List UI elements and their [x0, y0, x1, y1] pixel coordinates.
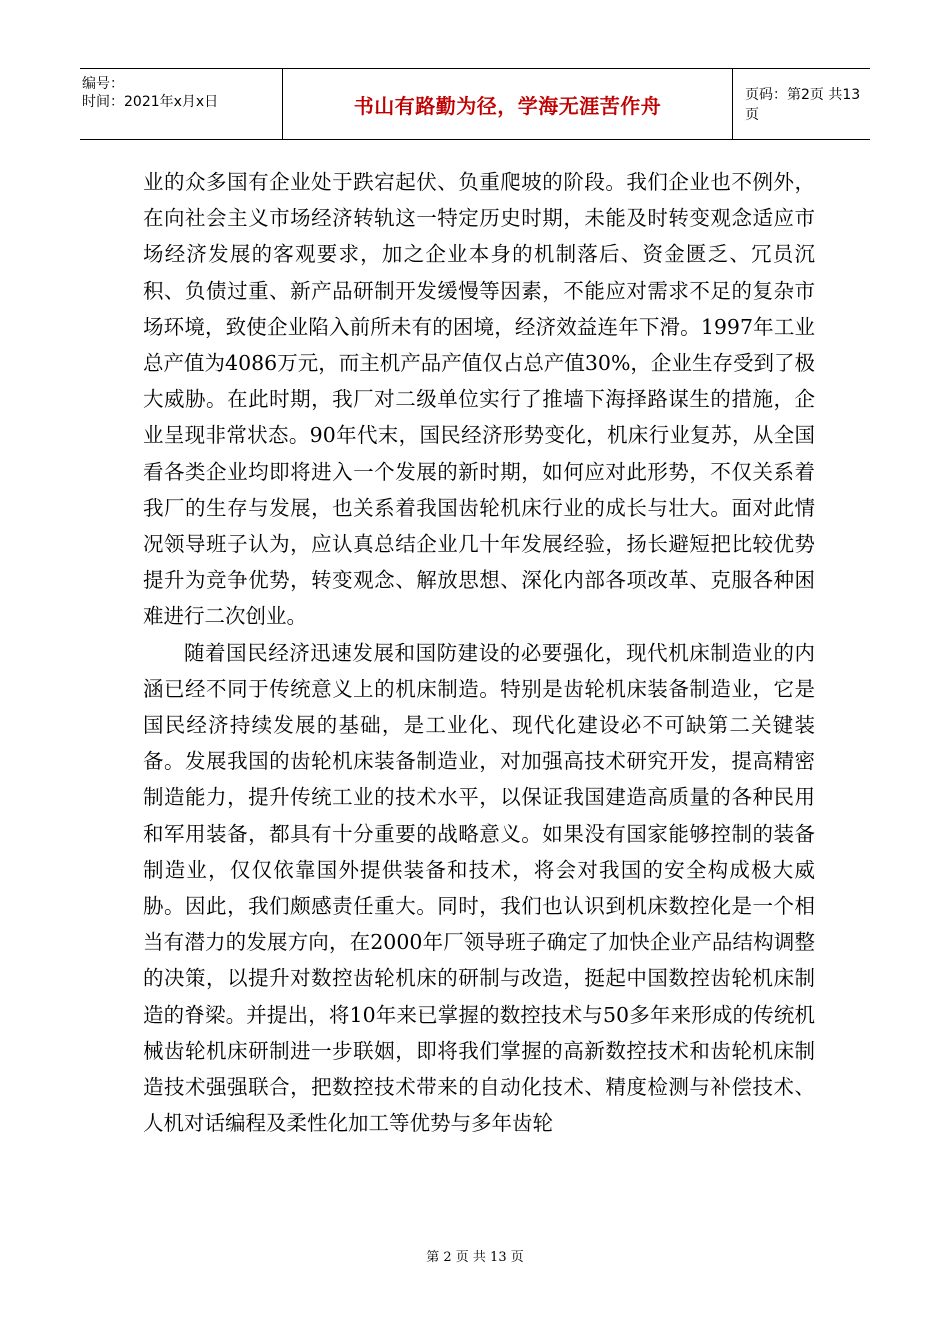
paragraph: 随着国民经济迅速发展和国防建设的必要强化，现代机床制造业的内涵已经不同于传统意义上的机床制造。特别是齿轮机床装备制造业，它是国民经济持续发展的基础，是工业化、现代化建设必不可缺第二关键装备。发展我国的齿轮机床装备制造业，对加强高技术研究开发，提高精密制造能力，提升传统工业的技术水平，以保证我国建造高质量的各种民用和军用装备，都具有十分重要的战略意义。如果没有国家能够控制的装备制造业，仅仅依靠国外提供装备和技术，将会对我国的安全构成极大威胁。因此，我们颇感责任重大。同时，我们也认识到机床数控化是一个相当有潜力的发展方向，在2000年厂领导班子确定了加快企业产品结构调整的决策，以提升对数控齿轮机床的研制与改造，挺起中国数控齿轮机床制造的脊梁。并提出，将10年来已掌握的数控技术与50多年来形成的传统机械齿轮机床研制进一步联姻，即将我们掌握的高新数控技术和齿轮机床制造技术强强联合，把数控技术带来的自动化技术、精度检测与补偿技术、人机对话编程及柔性化加工等优势与多年齿轮	[143, 640, 815, 1136]
header-motto: 书山有路勤为径，学海无涯苦作舟	[353, 93, 662, 118]
header-page-cell	[733, 69, 870, 139]
header-motto-cell	[282, 69, 733, 139]
page-footer: 第 2 页 共 13 页	[426, 1250, 524, 1265]
paragraph-continuation: 业的众多国有企业处于跌宕起伏、负重爬坡的阶段。我们企业也不例外，在向社会主义市场经济转轨这一特定历史时期，未能及时转变观念适应市场经济发展的客观要求，加之企业本身的机制落后、资金匮乏、冗员沉积、负债过重、新产品研制开发缓慢等因素，不能应对需求不足的复杂市场环境，致使企业陷入前所未有的困境，经济效益连年下滑。1997年工业总产值为4086万元，而主机产品产值仅占总产值30%，企业生存受到了极大威胁。在此时期，我厂对二级单位实行了推墙下海择路谋生的措施，企业呈现非常状态。90年代末，国民经济形势变化，机床行业复苏，从全国看各类企业均即将进入一个发展的新时期，如何应对此形势，不仅关系着我厂的生存与发展，也关系着我国齿轮机床行业的成长与壮大。面对此情况领导班子认为，应认真总结企业几十年发展经验，扬长避短把比较优势提升为竞争优势，转变观念、解放思想、深化内部各项改革、克服各种困难进行二次创业。	[143, 170, 815, 629]
document-body	[143, 164, 815, 1141]
header-page-number: 页码：第2页 共13页	[745, 87, 861, 123]
document-number-label: 编号：	[82, 76, 124, 92]
header-meta-cell	[80, 69, 282, 139]
page-header	[80, 68, 870, 140]
document-time-label: 时间：2021年x月x日	[82, 94, 219, 110]
